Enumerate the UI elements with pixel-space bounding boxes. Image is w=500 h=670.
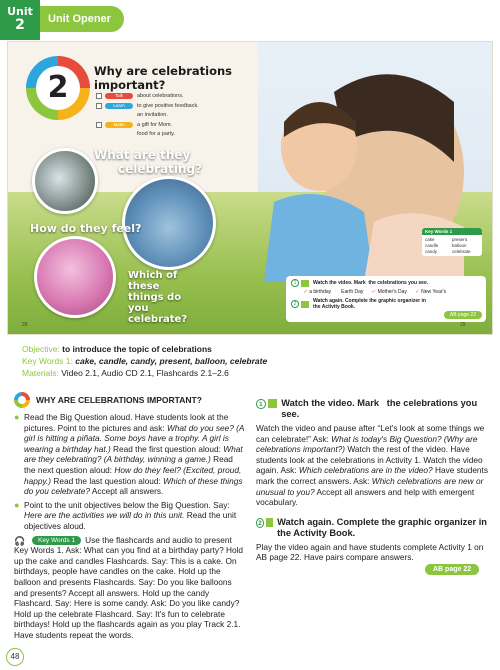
activity-option: ✓ Mother's Day xyxy=(371,289,407,295)
ab-page-badge: AB page 22 xyxy=(425,564,479,575)
objective-item xyxy=(96,102,266,110)
key-word: present xyxy=(452,237,468,242)
objective-text: an invitation. xyxy=(137,112,168,118)
list-item: ● Read the Big Question aloud. Have students look at the pictures. Point to the pictures and ask: What do you see? (A girl is hitting a piñata. Some boys have a trophy. A girl is wearing a birthday hat.) Read the first question aloud: What are they celebrating? (A birthday, winning a game.) Read the next question aloud: How do they feel? (Excited, proud, happy.) Read the last question aloud: Which of these things do you celebrate? Accept all answers. xyxy=(14,412,245,497)
page-number-left: 28 xyxy=(22,322,28,328)
section-heading-text: WHY ARE CELEBRATIONS IMPORTANT? xyxy=(36,394,202,405)
key-words-paragraph: 🎧 Key Words 1 Use the flashcards and audio to present Key Words 1. Ask: What can you find at a birthday party? Hold up the cake and candles Flashcards. Say: This is a cake. On birthdays, people have candles on the cake. Hold up the balloon and presents Flashcards. Say: Do you like balloons and presents? Accept all answers. Hold up the candy Flashcard. Say: Here is some candy. Ask: Do you like candy? Hold up the celebrate Flashcard. Say: It's fun to celebrate birthdays! Hold up the flashcards again as you play Track 2.1. Have students repeat the words. xyxy=(14,534,244,640)
section-heading xyxy=(14,392,246,408)
key-word: balloon xyxy=(452,243,467,248)
video-icon xyxy=(301,280,309,287)
unit-tab xyxy=(0,0,40,40)
big-question-icon xyxy=(14,392,30,408)
step-number: 1 xyxy=(256,399,266,409)
objective-pill: Learn xyxy=(105,103,133,109)
step-2-body: Play the video again and have students complete Activity 1 on AB page 22. Have pairs compare answers. xyxy=(256,541,484,563)
key-words: cake, candle, candy, present, balloon, celebrate xyxy=(75,356,268,366)
objective-pill: Talk xyxy=(105,93,133,99)
video-icon xyxy=(268,399,278,408)
circle-question-1b: celebrating? xyxy=(118,162,203,176)
objective-pill: Make xyxy=(105,122,133,128)
activity-option: ✓ New Year's xyxy=(414,289,446,295)
photo-pinata xyxy=(32,148,98,214)
video-icon xyxy=(301,301,309,308)
step-1-title: 1 Watch the video. Mark the celebrations you see. xyxy=(256,398,488,420)
checkbox xyxy=(96,122,102,128)
check-icon: ✓ xyxy=(371,289,376,295)
objective-item xyxy=(96,130,266,138)
objective-text: about celebrations. xyxy=(137,93,184,99)
lesson-meta xyxy=(22,343,482,379)
key-words-label: Key Words 1: xyxy=(22,356,73,366)
key-word: cake xyxy=(425,237,435,242)
activity-box xyxy=(286,276,486,322)
activity-1-text: Watch the video. Mark xyxy=(313,280,366,286)
objective-text: food for a party. xyxy=(137,131,176,137)
checkbox xyxy=(96,103,102,109)
page-number-right: 29 xyxy=(460,322,466,328)
circle-question-2: How do they feel? xyxy=(30,222,142,235)
materials-label: Materials: xyxy=(22,368,59,378)
materials: Video 2.1, Audio CD 2.1, Flashcards 2.1–2.6 xyxy=(61,368,229,378)
right-column xyxy=(256,398,488,563)
video-icon xyxy=(266,518,273,527)
activity-option: ✓ a birthday xyxy=(303,289,332,295)
section-title: Unit Opener xyxy=(40,6,124,32)
unit-objectives xyxy=(96,92,266,140)
objective-item xyxy=(96,121,266,129)
objective-text: a gift for Mom. xyxy=(137,121,173,128)
student-book-spread xyxy=(8,42,492,334)
activity-1-tail: the celebrations you see. xyxy=(368,280,429,286)
step-number: 2 xyxy=(256,518,264,528)
activity-option: Earth Day xyxy=(341,289,364,295)
check-icon: ✓ xyxy=(414,289,420,295)
unit-number: 2 xyxy=(15,17,25,33)
objective-item xyxy=(96,92,266,100)
key-words-pill: Key Words 1 xyxy=(32,536,81,545)
ab-page-pill: AB page 22 xyxy=(444,311,482,319)
check-icon: ✓ xyxy=(303,289,308,295)
photo-birthday-girl xyxy=(34,236,116,318)
key-words-box xyxy=(422,228,482,256)
left-column xyxy=(14,392,246,640)
activity-number: 1 xyxy=(291,279,299,287)
key-word: candy xyxy=(425,249,438,254)
activity-2-text: Watch again. Complete the graphic organizer in the Activity Book. xyxy=(313,298,426,310)
circle-question-1a: What are they xyxy=(94,148,191,162)
page-number: 48 xyxy=(6,648,24,666)
unit-word: Unit xyxy=(7,5,33,18)
big-question-badge xyxy=(26,56,90,120)
headphones-icon: 🎧 xyxy=(14,535,26,546)
step-1-body: Watch the video and pause after “Let's look at some things we can celebrate!” Ask: What is today's Big Question? (Why are celebrations important?) Watch the rest of the video. Have students look at the celebrations in Activity 1. Watch the video again. Ask: Which celebrations are in the video? Have students mark the correct answers. Ask: Which celebrations are new or unusual to you? Accept all answers and help with emergent vocabulary. xyxy=(256,423,488,508)
key-words-title: Key Words 1 xyxy=(422,228,482,235)
list-item: ● Point to the unit objectives below the Big Question. Say: Here are the activities we will do in this unit. Read the unit objectives aloud. xyxy=(14,499,237,531)
objective: to introduce the topic of celebrations xyxy=(62,344,212,354)
big-question-number: 2 xyxy=(36,66,80,110)
circle-question-3: Which of these things do you celebrate? xyxy=(128,270,188,325)
objective-text: to give positive feedback. xyxy=(137,102,199,109)
activity-number: 2 xyxy=(291,300,299,308)
checkbox xyxy=(96,93,102,99)
objective-label: Objective: xyxy=(22,344,60,354)
key-word: celebrate xyxy=(452,249,471,254)
step-2-title: 2 Watch again. Complete the graphic organizer in the Activity Book. xyxy=(256,517,488,539)
objective-item xyxy=(96,111,266,119)
key-word: candle xyxy=(425,243,439,248)
big-question: Why are celebrations important? xyxy=(94,64,232,92)
